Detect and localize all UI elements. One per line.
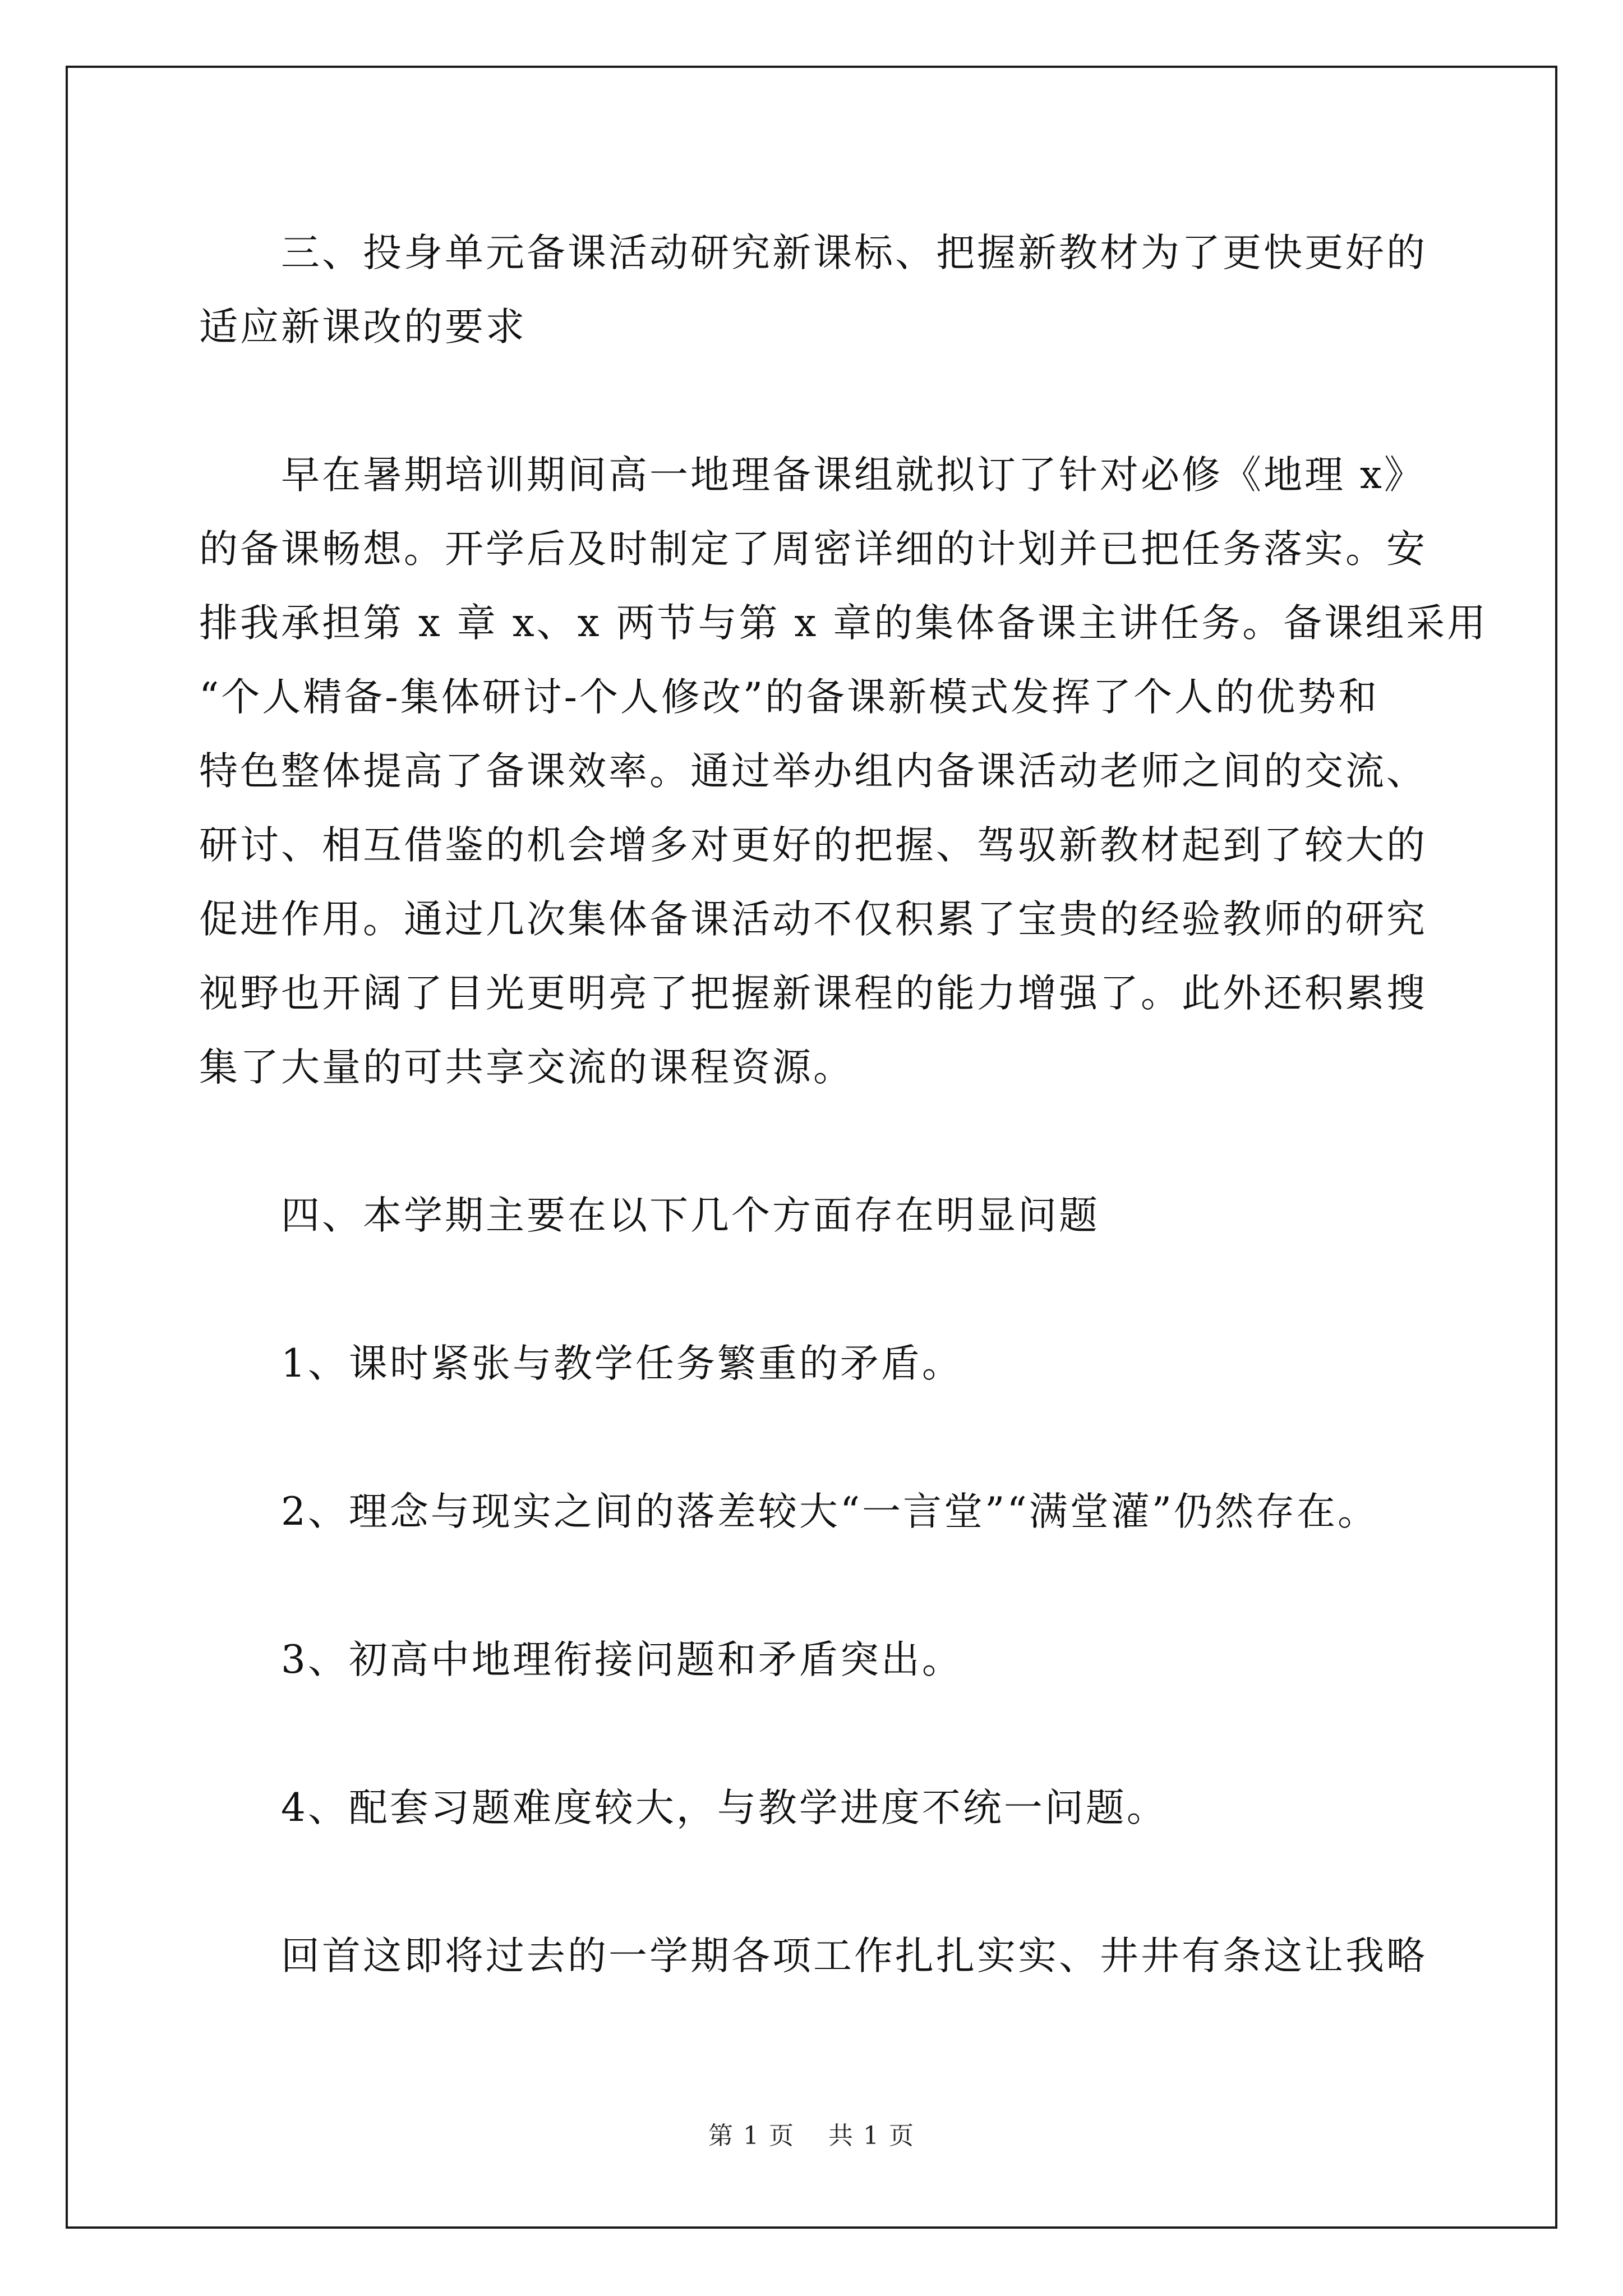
text-line: 集了大量的可共享交流的课程资源。 xyxy=(199,1045,854,1090)
paragraph xyxy=(199,438,1488,1105)
text-line: 促进作用。通过几次集体备课活动不仅积累了宝贵的经验教师的研究 xyxy=(199,897,1427,942)
text-line: 1、课时紧张与教学任务繁重的矛盾。 xyxy=(199,1341,963,1386)
page-total: 共 1 页 xyxy=(828,2122,915,2150)
paragraph xyxy=(199,1475,1438,1549)
document-body xyxy=(199,216,1488,1993)
paragraph xyxy=(199,1919,1438,1993)
page-number: 第 1 页 xyxy=(708,2122,795,2150)
text-line: 特色整体提高了备课效率。通过举办组内备课活动老师之间的交流、 xyxy=(199,749,1427,794)
text-line: 适应新课改的要求 xyxy=(199,305,527,349)
page-footer xyxy=(0,2119,1623,2153)
text-line: 研讨、相互借鉴的机会增多对更好的把握、驾驭新教材起到了较大的 xyxy=(199,823,1427,868)
paragraph xyxy=(199,1771,1438,1845)
text-line: 四、本学期主要在以下几个方面存在明显问题 xyxy=(199,1193,1100,1238)
text-line: 回首这即将过去的一学期各项工作扎扎实实、井井有条这让我略 xyxy=(199,1934,1427,1978)
text-line: 排我承担第 x 章 x、x 两节与第 x 章的集体备课主讲任务。备课组采用 xyxy=(199,601,1488,646)
text-line: 早在暑期培训期间高一地理备课组就拟订了针对必修《地理 x》 xyxy=(199,453,1425,498)
paragraph xyxy=(199,216,1438,364)
text-line: 3、初高中地理衔接问题和矛盾突出。 xyxy=(199,1637,963,1682)
paragraph xyxy=(199,1327,1438,1401)
paragraph xyxy=(199,1623,1438,1697)
text-line: “个人精备-集体研讨-个人修改”的备课新模式发挥了个人的优势和 xyxy=(199,675,1380,720)
text-line: 视野也开阔了目光更明亮了把握新课程的能力增强了。此外还积累搜 xyxy=(199,971,1427,1016)
text-line: 2、理念与现实之间的落差较大“一言堂”“满堂灌”仍然存在。 xyxy=(199,1489,1378,1534)
paragraph xyxy=(199,1179,1438,1253)
text-line: 的备课畅想。开学后及时制定了周密详细的计划并已把任务落实。安 xyxy=(199,527,1427,572)
text-line: 三、投身单元备课活动研究新课标、把握新教材为了更快更好的 xyxy=(199,231,1427,275)
text-line: 4、配套习题难度较大，与教学进度不统一问题。 xyxy=(199,1786,1168,1830)
